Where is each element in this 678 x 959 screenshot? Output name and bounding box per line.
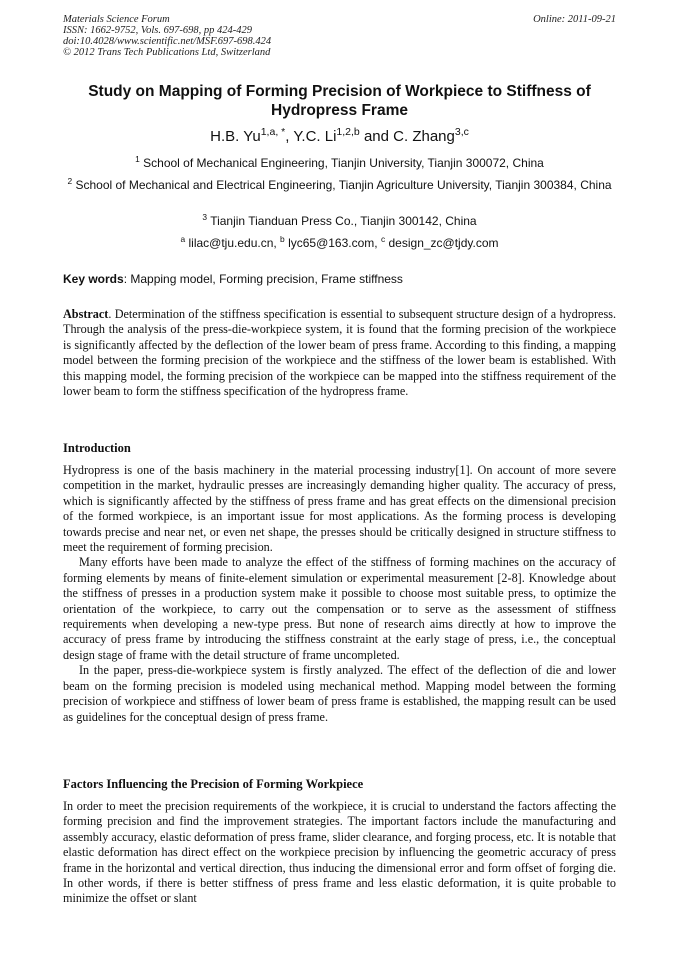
email-marker: c <box>380 234 386 244</box>
author-name: C. Zhang <box>393 128 455 145</box>
abstract <box>63 307 616 399</box>
author-name: H.B. Yu <box>210 128 261 145</box>
author-list <box>63 128 616 146</box>
issn-line: ISSN: 1662-9752, Vols. 697-698, pp 424-429 <box>63 25 252 36</box>
factors-heading: Factors Influencing the Precision of Forming Workpiece <box>63 777 364 791</box>
abstract-text: . Determination of the stiffness specification is essential to subsequent structure design of a hydropress. Through the analysis of the press-die-workpiece system, it is found that the forming precision of the workpiece is significantly affected by the deflection of the lower beam of press frame. According to this finding, a mapping model between the forming precision of the workpiece and the stiffness of the lower beam is established. With this mapping model, the forming precision of the workpiece can be mapped into the stiffness requirement of the lower beam to form the stiffness specification of the hydropress frame. <box>63 307 616 399</box>
author-superscript: 1,2,b <box>336 126 360 138</box>
copyright-line: © 2012 Trans Tech Publications Ltd, Switzerland <box>63 47 271 58</box>
keywords-label: Key words <box>63 272 124 286</box>
email-address[interactable]: lyc65@163.com <box>288 236 375 250</box>
email-address[interactable]: design_zc@tjdy.com <box>388 236 499 250</box>
affiliation-2 <box>63 178 616 192</box>
introduction-heading: Introduction <box>63 441 131 455</box>
affiliation-marker: 1 <box>135 154 140 164</box>
paragraph: Many efforts have been made to analyze the effect of the stiffness of forming machines on the accuracy of forming elements by means of finite-element simulation or experimental measurement [2-8]. Knowledge about the stiffness of presses in a production system make it possible to choose most suitable press, to optimize the orientation of the workpiece, to carry out the compensation or to serve as the assessment of stiffness requirements when developing a new-type press. But none of research aims directly at how to improve the accuracy of press frame by introducing the stiffness constraint at the early stage of press, i.e., the conceptual design stage of frame with the detail structure of frame uncompleted. <box>63 555 616 662</box>
paper-title: Study on Mapping of Forming Precision of Workpiece to Stiffness of Hydropress Frame <box>88 83 591 119</box>
affiliation-text: School of Mechanical and Electrical Engineering, Tianjin Agriculture University, Tianjin 300384, China <box>75 178 612 192</box>
journal-name: Materials Science Forum <box>63 14 170 25</box>
factors-body <box>63 799 616 907</box>
keywords-text: : Mapping model, Forming precision, Frame stiffness <box>123 272 403 286</box>
author-name: Y.C. Li <box>293 128 337 145</box>
keywords <box>63 272 616 286</box>
introduction-body <box>63 463 616 725</box>
affiliation-3 <box>63 214 616 228</box>
affiliation-marker: 2 <box>67 176 73 186</box>
online-date: Online: 2011-09-21 <box>533 14 616 25</box>
paragraph: In order to meet the precision requirements of the workpiece, it is crucial to understand the factors affecting the forming precision and find the improvement strategies. The important factors include the manufacturing and assembly accuracy, elastic deformation of press frame, slider clearance, and forging process, etc. It is notable that elastic deformation has direct effect on the workpiece precision by influencing the geometric accuracy of press frame in the horizontal and vertical direction, thus inducing the dimensional error and form offset of forging die. In other words, if there is better stiffness of press frame and less elastic deformation, it is quite probable to minimize the offset or slant <box>63 799 616 906</box>
email-marker: b <box>280 234 285 244</box>
affiliation-text: School of Mechanical Engineering, Tianjin University, Tianjin 300072, China <box>143 156 544 170</box>
email-address[interactable]: lilac@tju.edu.cn <box>188 236 274 250</box>
author-separator: , <box>285 128 294 145</box>
author-superscript: 1,a, * <box>260 126 286 138</box>
affiliation-text: Tianjin Tianduan Press Co., Tianjin 300142, China <box>210 214 477 228</box>
doi-line: doi:10.4028/www.scientific.net/MSF.697-698.424 <box>63 36 272 47</box>
email-marker: a <box>180 234 186 244</box>
journal-header <box>63 14 616 58</box>
affiliation-1 <box>63 156 616 170</box>
author-separator: and <box>359 128 394 145</box>
abstract-label: Abstract <box>63 307 109 321</box>
paragraph: Hydropress is one of the basis machinery in the material processing industry[1]. On account of more severe competition in the market, hydraulic presses are increasingly demanding higher quality. The accuracy of press, which is significantly affected by the stiffness of press frame and has great effects on the dimensional precision of the formed workpiece, is an important issue for most applications. As the forming process is developing towards precise and near net, or even net shape, the presses should be critically designed in structure stiffness to meet the requirement of forming precision. <box>63 463 616 555</box>
author-superscript: 3,c <box>454 126 469 138</box>
email-line: $^a$ lilac@tju.edu.cn, $^b$ lyc65@163.com, $^c$ design_zc@tjdy.com <box>180 234 499 250</box>
paragraph: In the paper, press-die-workpiece system is firstly analyzed. The effect of the deflection of die and lower beam on the forming precision is modeled using mechanical method. Mapping model between the forming precision of workpiece and stiffness of lower beam of press frame is established, the mapping result can be used as guidelines for the conceptual design of press frame. <box>63 663 616 724</box>
affiliation-marker: 3 <box>202 212 208 222</box>
